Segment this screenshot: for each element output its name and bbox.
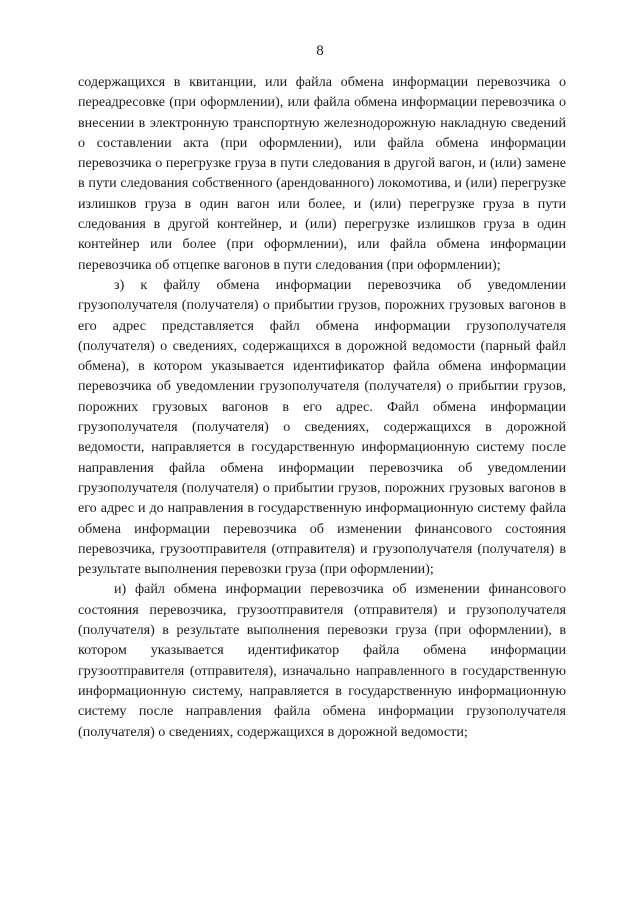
paragraph-continuation: содержащихся в квитанции, или файла обмена информации перевозчика о переадресовке (при оформлении), или файла обмена информации перевозчика о внесении в электронную транспортную железнодорожную накладную сведений о составлении акта (при оформлении), или файла обмена информации перевозчика о перегрузке груза в пути следования в другой вагон, и (или) замене в пути следования собственного (арендованного) локомотива, и (или) перегрузке излишков груза в один вагон или более, и (или) перегрузке груза в пути следования в другой контейнер, и (или) перегрузке излишков груза в один контейнер или более (при оформлении), или файла обмена информации перевозчика об отцепке вагонов в пути следования (при оформлении); [78,74,566,273]
paragraph-item-z: з) к файлу обмена информации перевозчика об уведомлении грузополучателя (получателя) о прибытии грузов, порожних грузовых вагонов в его адрес представляется файл обмена информации грузополучателя (получателя) о сведениях, содержащихся в дорожной ведомости (парный файл обмена), в котором указывается идентификатор файла обмена информации перевозчика об уведомлении грузополучателя (получателя) о прибытии грузов, порожних грузовых вагонов в его адрес. Файл обмена информации грузополучателя (получателя) о сведениях, содержащихся в дорожной ведомости, направляется в государственную информационную систему после направления файла обмена информации перевозчика об уведомлении грузополучателя (получателя) о прибытии грузов, порожних грузовых вагонов в его адрес и до направления в государственную информационную систему файла обмена информации перевозчика об изменении финансового состояния перевозчика, грузоотправителя (отправителя) и грузополучателя (получателя) в результате выполнения перевозки груза (при оформлении); [78,276,566,578]
page-number: 8 [316,43,324,59]
paragraph-item-i: и) файл обмена информации перевозчика об изменении финансового состояния перевозчика, грузоотправителя (отправителя) и грузополучателя (получателя) в результате выполнения перевозки груза (при оформлении), в котором указывается идентификатор файла обмена информации грузоотправителя (отправителя), изначально направленного в государственную информационную систему, направляется в государственную информационную систему после направления файла обмена информации грузополучателя (получателя) о сведениях, содержащихся в дорожной ведомости; [78,581,566,740]
document-body [78,72,566,742]
